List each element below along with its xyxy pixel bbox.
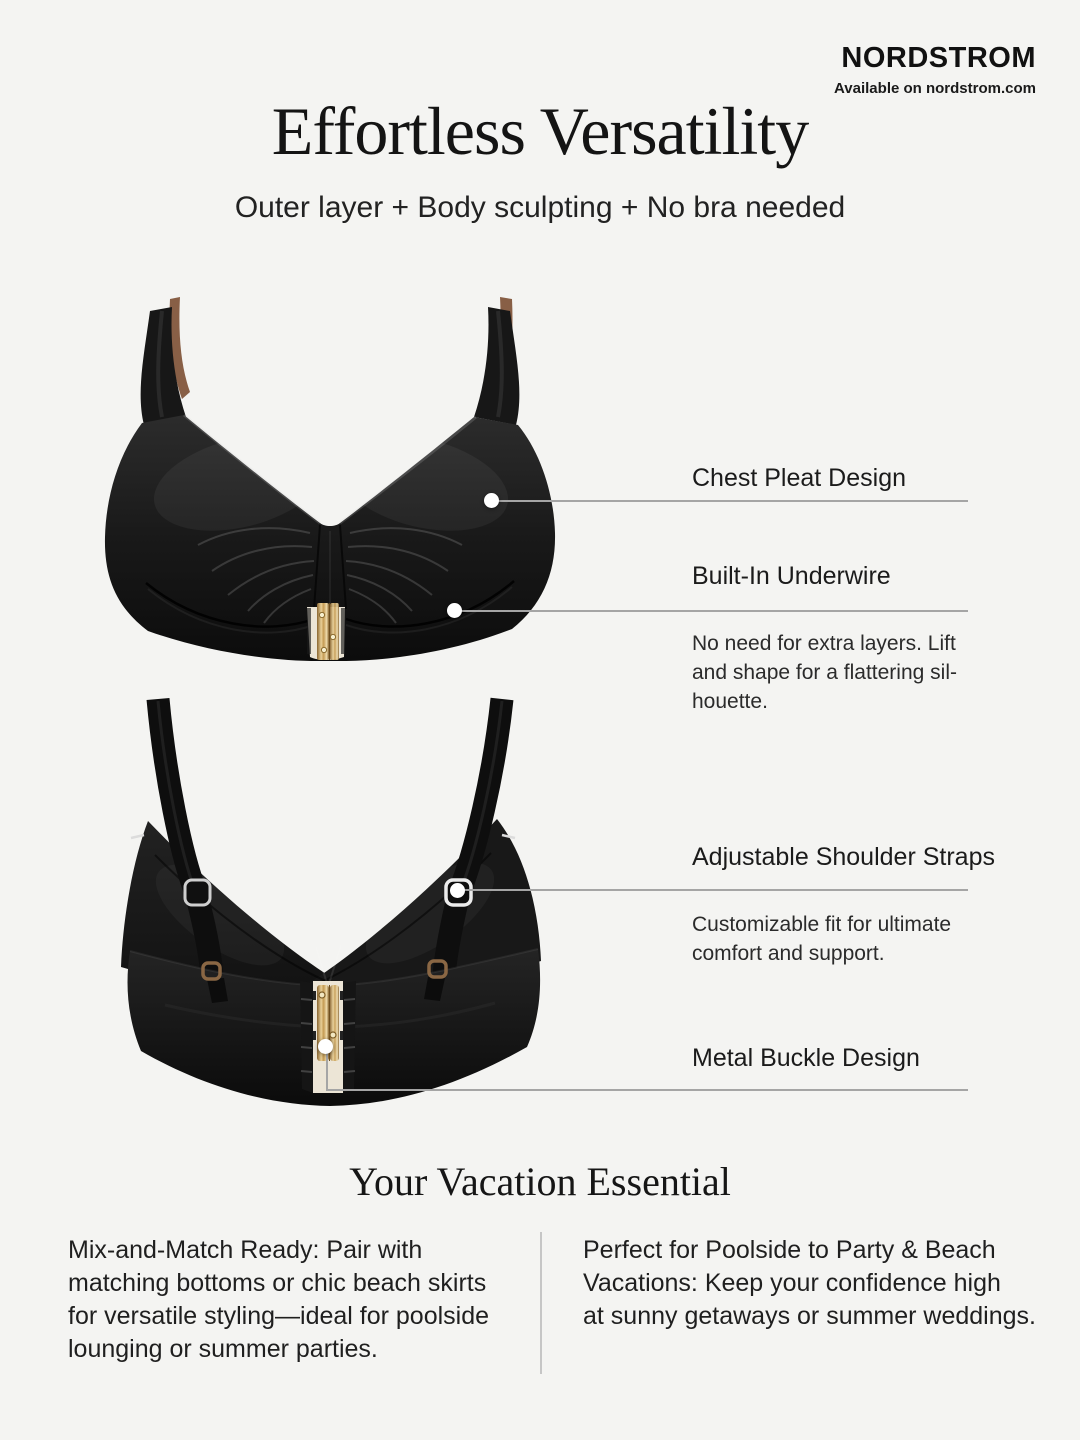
footer-column-left	[68, 1234, 513, 1366]
callout-desc-straps	[692, 910, 951, 968]
leader-line-buckle	[326, 1089, 968, 1091]
leader-line-underwire	[455, 610, 968, 612]
callout-label-underwire: Built-In Underwire	[692, 562, 891, 590]
marker-dot-underwire	[447, 603, 462, 618]
footer-line: Perfect for Poolside to Party & Beach	[583, 1236, 996, 1264]
marker-dot-chest-pleat	[484, 493, 499, 508]
front-bra	[105, 297, 555, 661]
back-clasp	[300, 981, 356, 1093]
brand-tagline: Available on nordstrom.com	[834, 80, 1036, 97]
desc-line: houette.	[692, 690, 768, 713]
page-title: Effortless Versatility	[271, 93, 809, 169]
brand-block	[834, 44, 1036, 97]
footer-line: lounging or summer parties.	[68, 1335, 378, 1363]
leader-line-straps	[458, 889, 968, 891]
footer-line: matching bottoms or chic beach skirts	[68, 1269, 487, 1297]
callout-label-chest-pleat: Chest Pleat Design	[692, 464, 907, 492]
leader-line-chest-pleat	[492, 500, 968, 502]
footer-divider	[540, 1232, 542, 1374]
desc-line: No need for extra layers. Lift	[692, 632, 956, 655]
desc-line: comfort and support.	[692, 942, 885, 965]
desc-line: and shape for a flattering sil-	[692, 661, 957, 684]
footer-line: Vacations: Keep your confidence high	[583, 1269, 1001, 1297]
callout-desc-underwire	[692, 629, 957, 716]
marker-dot-buckle	[318, 1039, 333, 1054]
strap-slider-left	[185, 880, 210, 905]
strap-pin-left	[131, 835, 144, 838]
footer-column-right	[583, 1234, 1043, 1333]
front-strap-right	[474, 307, 519, 425]
callout-label-straps: Adjustable Shoulder Straps	[692, 843, 995, 871]
footer-heading: Your Vacation Essential	[349, 1159, 731, 1204]
front-clasp	[307, 603, 345, 660]
callout-label-buckle: Metal Buckle Design	[692, 1044, 920, 1072]
brand-logo: NORDSTROM	[841, 42, 1036, 74]
marker-dot-straps	[450, 883, 465, 898]
desc-line: Customizable fit for ultimate	[692, 913, 952, 936]
footer-line: Mix-and-Match Ready: Pair with	[68, 1236, 423, 1264]
footer-line: at sunny getaways or summer weddings.	[583, 1302, 1036, 1330]
page-subtitle: Outer layer + Body sculpting + No bra needed	[234, 191, 846, 224]
front-bra-illustration	[100, 285, 560, 680]
footer-line: for versatile styling—ideal for poolside	[68, 1302, 490, 1330]
